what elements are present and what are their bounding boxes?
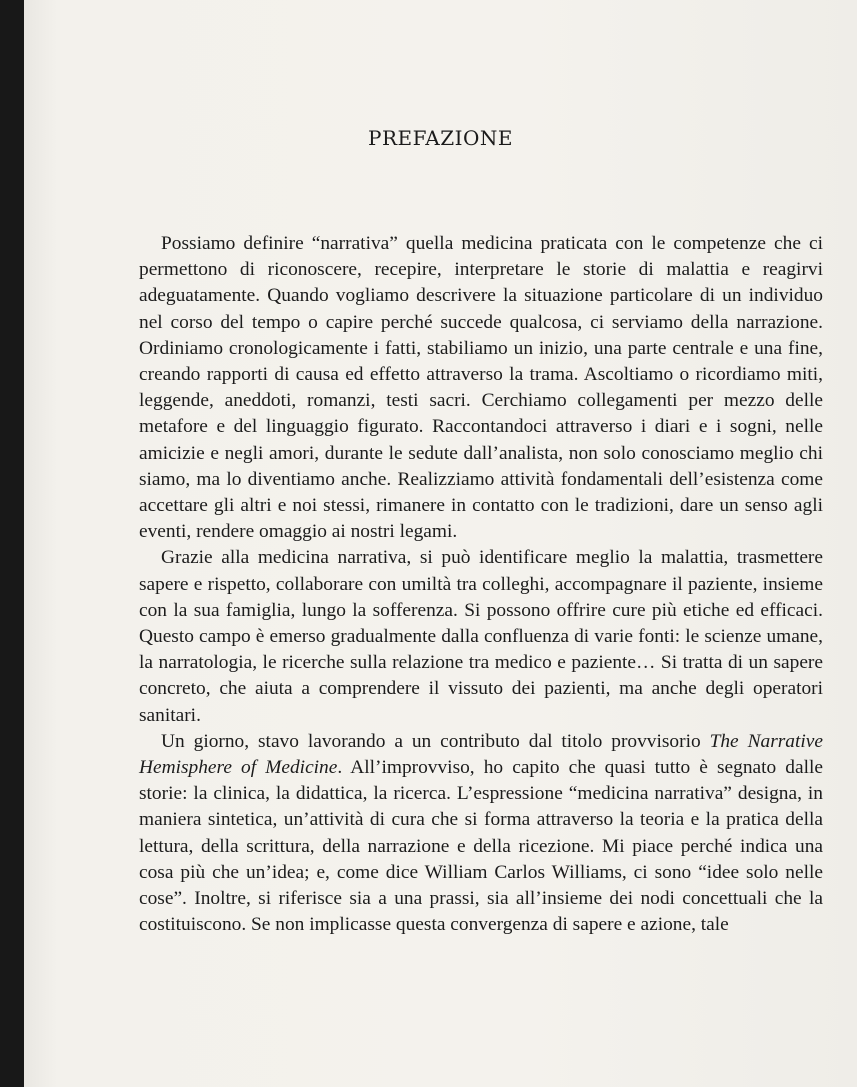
page-title: PREFAZIONE [368, 126, 513, 150]
paragraph-1-text: Possiamo definire “narrativa” quella medicina praticata con le competenze che ci permettono di riconoscere, recepire, interpretare le storie di malattia e reagirvi adeguatamente. Quando vogliamo descrivere la situazione particolare di un individuo nel corso del tempo o capire perché succede qualcosa, ci serviamo della narrazione. Ordiniamo cronologicamente i fatti, stabiliamo un inizio, una parte centrale e una fine, creando rapporti di causa ed effetto attraverso la trama. Ascoltiamo o ricordiamo miti, leggende, aneddoti, romanzi, testi sacri. Cerchiamo collegamenti per mezzo delle metafore e del linguaggio figurato. Raccontandoci attraverso i diari e i sogni, nelle amicizie e negli amori, durante le sedute dall’analista, non solo conosciamo meglio chi siamo, ma lo diventiamo anche. Realizziamo attività fondamentali dell’esistenza come accettare gli altri e noi stessi, rimanere in contatto con le tradizioni, dare un senso agli eventi, rendere omaggio ai nostri legami. [139, 233, 823, 543]
body-text [139, 231, 823, 938]
paragraph-2 [139, 545, 823, 728]
paragraph-2-text: Grazie alla medicina narrativa, si può identificare meglio la malattia, trasmettere sapere e rispetto, collaborare con umiltà tra colleghi, accompagnare il paziente, insieme con la sua famiglia, lungo la sofferenza. Si possono offrire cure più etiche ed efficaci. Questo campo è emerso gradualmente dalla confluenza di varie fonti: le scienze umane, la narratologia, le ricerche sulla relazione tra medico e paziente… Si tratta di un sapere concreto, che aiuta a comprendere il vissuto dei pazienti, ma anche degli operatori sanitari. [139, 547, 823, 726]
paper-page [24, 0, 857, 1087]
paragraph-3-text-end: . All’improvviso, ho capito che quasi tutto è segnato dalle storie: la clinica, la didattica, la ricerca. L’espressione “medicina narrativa” designa, in maniera sintetica, un’attività di cura che si forma attraverso la teoria e la pratica della lettura, della scrittura, della narrazione e della ricezione. Mi piace perché indica una cosa più che un’idea; e, come dice William Carlos Williams, ci sono “idee solo nelle cose”. Inoltre, si riferisce sia a una prassi, sia all’insieme dei nodi concettuali che la costituiscono. Se non implicasse questa convergenza di sapere e azione, tale [139, 757, 823, 936]
paragraph-1 [139, 231, 823, 545]
paragraph-3-italic-title: The Narrative Hemisphere of Medicine [139, 730, 823, 779]
paragraph-3 [139, 729, 823, 939]
paragraph-3-text-start: Un giorno, stavo lavorando a un contributo dal titolo provvisorio [161, 730, 710, 752]
